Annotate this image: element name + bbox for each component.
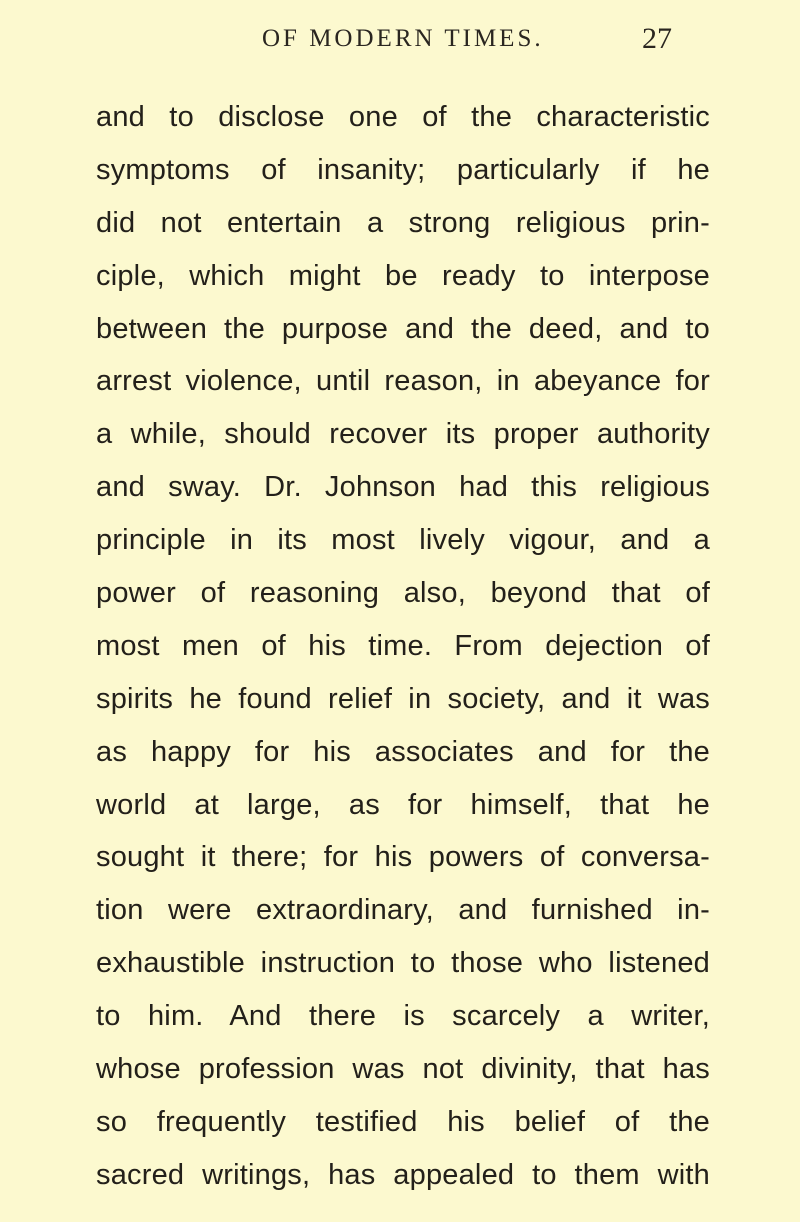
text-line: tion were extraordinary, and furnished in- [96,894,710,927]
text-line: arrest violence, until reason, in abeyance for [96,365,710,398]
text-line: to him. And there is scarcely a writer, [96,1000,710,1033]
text-line: sacred writings, has appealed to them with [96,1158,710,1191]
text-line: power of reasoning also, beyond that of [96,577,710,610]
running-head [0,22,800,56]
text-line: did not entertain a strong religious prin- [96,206,710,239]
text-line: sought it there; for his powers of conversa- [96,841,710,874]
text-line: most men of his time. From dejection of [96,629,710,662]
text-line: as happy for his associates and for the [96,735,710,768]
body-text [96,91,710,1202]
running-title: OF MODERN TIMES. [262,25,544,52]
text-line: and to disclose one of the characteristic [96,101,710,133]
text-line: between the purpose and the deed, and to [96,312,710,345]
text-line: so frequently testified his belief of the [96,1105,710,1138]
text-line: world at large, as for himself, that he [96,788,710,821]
text-line: principle in its most lively vigour, and a [96,524,710,557]
text-line: exhaustible instruction to those who listened [96,947,710,980]
text-line: a while, should recover its proper authority [96,418,710,451]
text-line: symptoms of insanity; particularly if he [96,153,710,186]
text-line: ciple, which might be ready to interpose [96,259,710,292]
page-number: 27 [642,22,672,55]
text-line: and sway. Dr. Johnson had this religious [96,471,710,504]
text-line: spirits he found relief in society, and it was [96,682,710,715]
text-line: whose profession was not divinity, that has [96,1053,710,1086]
